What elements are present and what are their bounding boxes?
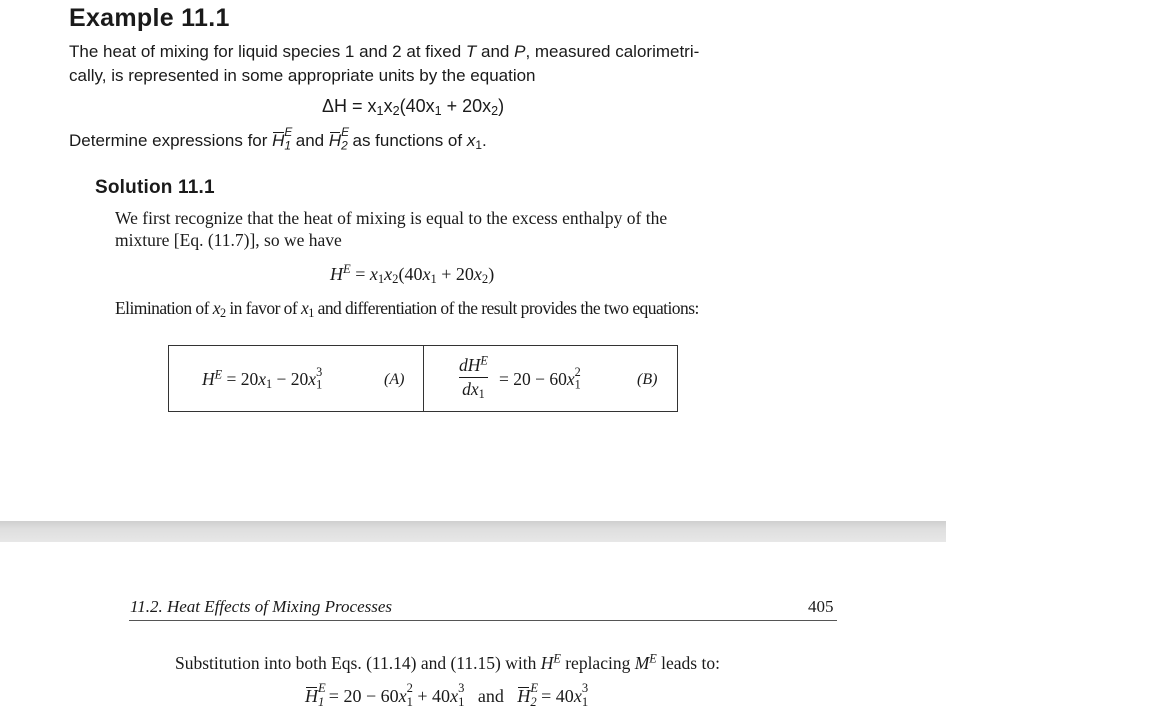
solution-intro [115, 207, 775, 251]
variable-P: P [514, 42, 526, 61]
task-text: as functions of [347, 131, 467, 150]
fraction-bar [459, 377, 488, 378]
fraction-numerator: $dH^E$ [459, 353, 488, 375]
statement-text: , measured calorimetri- [525, 42, 700, 61]
equation-a-tag: (A) [384, 371, 405, 388]
box-divider [423, 346, 424, 411]
example-title: Example 11.1 [69, 4, 230, 32]
task-statement: Determine expressions for H E 1 and H E 2 as functions of $x_1$. [69, 125, 487, 153]
substitution-text: Substitution into both Eqs. (11.14) and (11.15) with [175, 653, 541, 673]
page-number: 405 [808, 597, 834, 616]
equation-b-rhs: = 20 − 60x 2 1 [499, 364, 581, 392]
elimination-text: Elimination of [115, 298, 213, 318]
task-text: Determine expressions for [69, 131, 273, 150]
derivative-fraction [459, 355, 488, 400]
page-separator [0, 521, 946, 542]
conjunction-and: and [477, 686, 504, 706]
elimination-sentence: Elimination of $x_2$ in favor of $x_1$ and differentiation of the result provides the two equations: [115, 298, 699, 321]
solution-text: mixture [Eq. (11.7)], so we have [115, 230, 342, 250]
statement-text: cally, is represented in some appropriate units by the equation [69, 65, 536, 85]
equation-a: $H^E = 20x_1 - 20x$ 3 1 [202, 364, 323, 392]
equation-box [168, 345, 678, 412]
elimination-text: and differentiation of the result provides the two equations: [313, 298, 699, 318]
equation-lhs: ΔH = [322, 96, 368, 116]
running-head-rule [129, 620, 837, 621]
variable-T: T [465, 42, 477, 61]
task-text: and [291, 131, 329, 150]
substitution-text: replacing [560, 653, 635, 673]
partial-enthalpy-results: H E 1 = 20 − 60x 2 1 + 40x 3 1 and H E 2 = 40x 3 1 [305, 680, 589, 709]
partial-h2-symbol: H E 2 [328, 125, 350, 153]
fraction-denominator: $dx_1$ [462, 379, 485, 402]
partial-h1-symbol: H E 1 [272, 125, 293, 153]
substitution-sentence: Substitution into both Eqs. (11.14) and (11.15) with $H^E$ replacing $M^E$ leads to: [175, 651, 720, 673]
heat-of-mixing-equation: $\Delta H = x_1x_2(40x_1 + 20x_2)$ [322, 96, 505, 119]
example-statement [69, 40, 829, 87]
excess-enthalpy-equation: $H^E = x_1x_2(40x_1 + 20x_2)$ [330, 262, 495, 287]
elimination-text: in favor of [225, 298, 301, 318]
substitution-text: leads to: [656, 653, 720, 673]
solution-title: Solution 11.1 [95, 177, 215, 198]
running-head-title: 11.2. Heat Effects of Mixing Processes [130, 597, 393, 616]
solution-text: We first recognize that the heat of mixing is equal to the excess enthalpy of the [115, 208, 668, 228]
equation-b-tag: (B) [637, 371, 658, 388]
statement-text: and [476, 42, 515, 61]
statement-text: The heat of mixing for liquid species 1 and 2 at fixed [69, 42, 466, 61]
